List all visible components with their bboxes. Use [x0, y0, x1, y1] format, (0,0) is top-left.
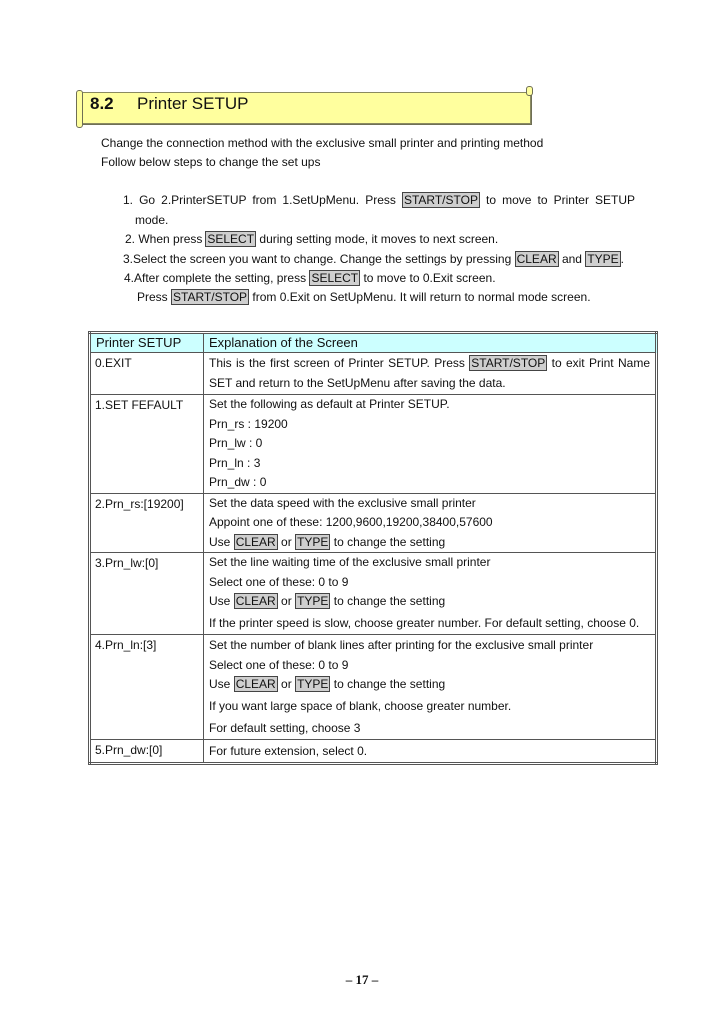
table-row — [90, 553, 657, 635]
row-name: 5.Prn_dw:[0] — [90, 739, 204, 763]
start-stop-key: START/STOP — [403, 193, 478, 207]
step-1 — [123, 193, 635, 207]
desc-line: Set the line waiting time of the exclusive small printer — [209, 555, 491, 569]
intro-line-2: Follow below steps to change the set ups — [101, 155, 321, 169]
desc-line: For future extension, select 0. — [209, 743, 368, 758]
row-description — [204, 493, 657, 553]
row-description — [204, 739, 657, 763]
clear-key: CLEAR — [235, 534, 276, 549]
step-1-text-a: 1. Go 2.PrinterSETUP from 1.SetUpMenu. Press — [123, 193, 396, 207]
header-explanation: Explanation of the Screen — [204, 333, 657, 353]
step-2 — [125, 232, 498, 246]
desc-line — [209, 592, 650, 612]
step-5-text-b: from 0.Exit on SetUpMenu. It will return to normal mode screen. — [252, 290, 591, 304]
desc-line: Prn_ln : 3 — [209, 455, 261, 470]
desc-line: Select one of these: 0 to 9 — [209, 657, 349, 672]
clear-key: CLEAR — [235, 677, 276, 691]
desc-text: to exit Print Name — [551, 356, 650, 370]
desc-line: Select one of these: 0 to 9 — [209, 574, 349, 589]
step-3-period: . — [620, 252, 625, 266]
type-key: TYPE — [587, 252, 619, 266]
desc-line — [209, 354, 650, 374]
select-key: SELECT — [207, 232, 255, 246]
row-name: 3.Prn_lw:[0] — [90, 553, 204, 635]
desc-text: or — [281, 677, 292, 691]
step-4-text-a: 4.After complete the setting, press — [124, 271, 307, 285]
row-description — [204, 634, 657, 739]
desc-line: Prn_dw : 0 — [209, 475, 267, 489]
page-number: – 17 – — [345, 972, 379, 987]
desc-text: to change the setting — [333, 677, 446, 691]
start-stop-key: START/STOP — [173, 290, 248, 304]
step-3 — [123, 252, 624, 266]
desc-text: Use — [209, 677, 231, 691]
desc-line: Appoint one of these: 1200,9600,19200,38400,57600 — [209, 515, 493, 529]
step-5-text-a: Press — [137, 290, 168, 304]
desc-text: to change the setting — [333, 534, 446, 549]
desc-line: Prn_lw : 0 — [209, 436, 263, 450]
clear-key: CLEAR — [516, 252, 557, 266]
intro-line-1: Change the connection method with the exclusive small printer and printing method — [101, 136, 544, 150]
desc-text: to change the setting — [333, 594, 446, 608]
desc-text: This is the first screen of Printer SETUP. Press — [209, 356, 465, 370]
row-name: 4.Prn_ln:[3] — [90, 634, 204, 739]
section-number: 8.2 — [90, 94, 114, 113]
step-2-text-b: during setting mode, it moves to next screen. — [259, 232, 499, 246]
row-description — [204, 353, 657, 395]
step-3-text-b: and — [561, 252, 582, 266]
banner-scroll-roll-right — [526, 86, 533, 96]
desc-line: If you want large space of blank, choose greater number. — [209, 698, 512, 713]
desc-text: Use — [209, 534, 231, 549]
step-1-continued: mode. — [135, 213, 169, 227]
header-printer-setup: Printer SETUP — [90, 333, 204, 353]
row-name: 2.Prn_rs:[19200] — [90, 493, 204, 553]
table-row — [90, 634, 657, 739]
row-description — [204, 553, 657, 635]
desc-text: or — [281, 594, 292, 608]
step-5 — [137, 290, 591, 304]
desc-line — [209, 533, 650, 553]
step-4-text-b: to move to 0.Exit screen. — [363, 271, 496, 285]
row-name: 0.EXIT — [90, 353, 204, 395]
desc-line: If the printer speed is slow, choose greater number. For default setting, choose 0. — [209, 615, 640, 630]
desc-line: Set the number of blank lines after printing for the exclusive small printer — [209, 637, 594, 652]
step-1-text-b: to move to Printer SETUP — [486, 193, 636, 207]
desc-line: For default setting, choose 3 — [209, 720, 361, 735]
row-description — [204, 395, 657, 494]
desc-line: SET and return to the SetUpMenu after saving the data. — [209, 375, 506, 390]
printer-setup-table — [88, 331, 658, 765]
clear-key: CLEAR — [235, 594, 276, 608]
table-row — [90, 493, 657, 553]
type-key: TYPE — [297, 677, 329, 691]
desc-line: Set the data speed with the exclusive small printer — [209, 495, 476, 510]
banner-scroll-roll-left — [76, 90, 83, 128]
desc-text: or — [281, 534, 292, 549]
desc-line: Prn_rs : 19200 — [209, 416, 288, 431]
desc-line: Set the following as default at Printer SETUP. — [209, 397, 450, 411]
row-name: 1.SET FEFAULT — [90, 395, 204, 494]
step-4 — [124, 271, 496, 285]
table-row — [90, 739, 657, 763]
table-row — [90, 353, 657, 395]
select-key: SELECT — [311, 271, 359, 285]
step-2-text-a: 2. When press — [125, 232, 203, 246]
type-key: TYPE — [297, 594, 329, 608]
desc-text: Use — [209, 594, 231, 608]
section-banner — [76, 86, 533, 126]
section-title: Printer SETUP — [137, 94, 249, 113]
start-stop-key: START/STOP — [471, 356, 546, 370]
table-header-row — [90, 333, 657, 353]
table-row — [90, 395, 657, 494]
desc-line — [209, 675, 650, 695]
step-3-text-a: 3.Select the screen you want to change. Change the settings by pressing — [123, 252, 512, 266]
type-key: TYPE — [297, 534, 329, 549]
